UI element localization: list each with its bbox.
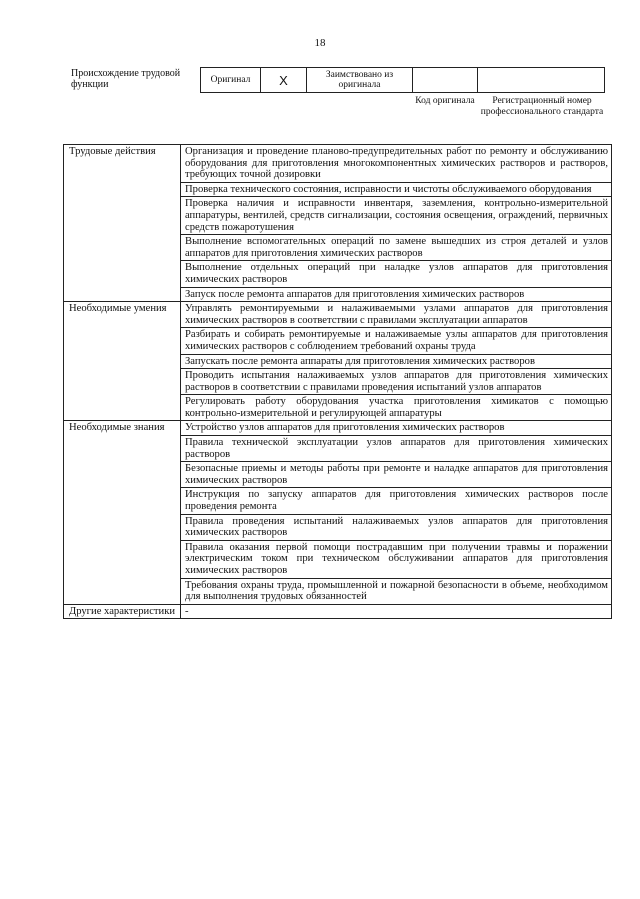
table-cell: Управлять ремонтируемыми и налаживаемыми узлами аппаратов для приготовления химических растворов в соответствии с правилами эксплуатации аппаратов bbox=[181, 302, 612, 328]
original-mark: X bbox=[260, 67, 307, 93]
table-cell: Требования охраны труда, промышленной и пожарной безопасности в объеме, необходимом для выполнения трудовых обязанностей bbox=[181, 578, 612, 604]
table-row bbox=[64, 604, 612, 619]
table-row bbox=[64, 421, 612, 436]
reg-number-cell bbox=[477, 67, 605, 93]
page-number: 18 bbox=[314, 37, 326, 49]
table-cell: Запуск после ремонта аппаратов для приготовления химических растворов bbox=[181, 287, 612, 302]
table-cell: Правила проведения испытаний налаживаемых узлов аппаратов для приготовления химических растворов bbox=[181, 514, 612, 540]
table-cell: Проверка наличия и исправности инвентаря, заземления, контрольно-измерительной аппаратуры, вентилей, средств сигнализации, состояния освещения, ограждений, первичных средств пожаротушения bbox=[181, 197, 612, 235]
code-label: Код оригинала bbox=[415, 96, 475, 106]
table-row bbox=[64, 302, 612, 328]
table-cell: - bbox=[181, 604, 612, 619]
table-cell: Правила оказания первой помощи пострадавшим при получении травмы и поражении электрическим током при техническом обслуживании аппаратов для приготовления химических растворов bbox=[181, 540, 612, 578]
code-cell bbox=[412, 67, 478, 93]
table-cell: Запускать после ремонта аппараты для приготовления химических растворов bbox=[181, 354, 612, 369]
table-cell: Проводить испытания налаживаемых узлов аппаратов для приготовления химических растворов в соответствии с правилами проведения испытаний узлов аппаратов bbox=[181, 369, 612, 395]
table-cell: Устройство узлов аппаратов для приготовления химических растворов bbox=[181, 421, 612, 436]
reg-number-label: Регистрационный номер профессионального стандарта bbox=[480, 96, 604, 117]
section-title: Другие характеристики bbox=[64, 604, 181, 619]
table-cell: Регулировать работу оборудования участка приготовления химикатов с помощью контрольно-измерительной и регулирующей аппаратуры bbox=[181, 395, 612, 421]
table-cell: Организация и проведение планово-предупредительных работ по ремонту и обслуживанию оборудования для приготовления многокомпонентных химических растворов и растворов, требующих точной дозировки bbox=[181, 145, 612, 183]
table-cell: Проверка технического состояния, исправности и чистоты обслуживаемого оборудования bbox=[181, 182, 612, 197]
section-title: Необходимые знания bbox=[64, 421, 181, 604]
borrowed-cell: Заимствовано из оригинала bbox=[306, 67, 413, 93]
table-cell: Разбирать и собирать ремонтируемые и налаживаемые узлы аппаратов для приготовления химических растворов с соблюдением требований охраны труда bbox=[181, 328, 612, 354]
section-title: Трудовые действия bbox=[64, 145, 181, 302]
table-cell: Безопасные приемы и методы работы при ремонте и наладке аппаратов для приготовления химических растворов bbox=[181, 462, 612, 488]
origin-label: Происхождение трудовой функции bbox=[71, 68, 181, 90]
labor-function-table bbox=[63, 144, 612, 619]
table-cell: Инструкция по запуску аппаратов для приготовления химических растворов после проведения ремонта bbox=[181, 488, 612, 514]
table-cell: Правила технической эксплуатации узлов аппаратов для приготовления химических растворов bbox=[181, 436, 612, 462]
original-cell: Оригинал bbox=[200, 67, 261, 93]
table-cell: Выполнение отдельных операций при наладке узлов аппаратов для приготовления химических растворов bbox=[181, 261, 612, 287]
section-title: Необходимые умения bbox=[64, 302, 181, 421]
table-row bbox=[64, 145, 612, 183]
table-cell: Выполнение вспомогательных операций по замене вышедших из строя деталей и узлов аппаратов для приготовления химических растворов bbox=[181, 235, 612, 261]
